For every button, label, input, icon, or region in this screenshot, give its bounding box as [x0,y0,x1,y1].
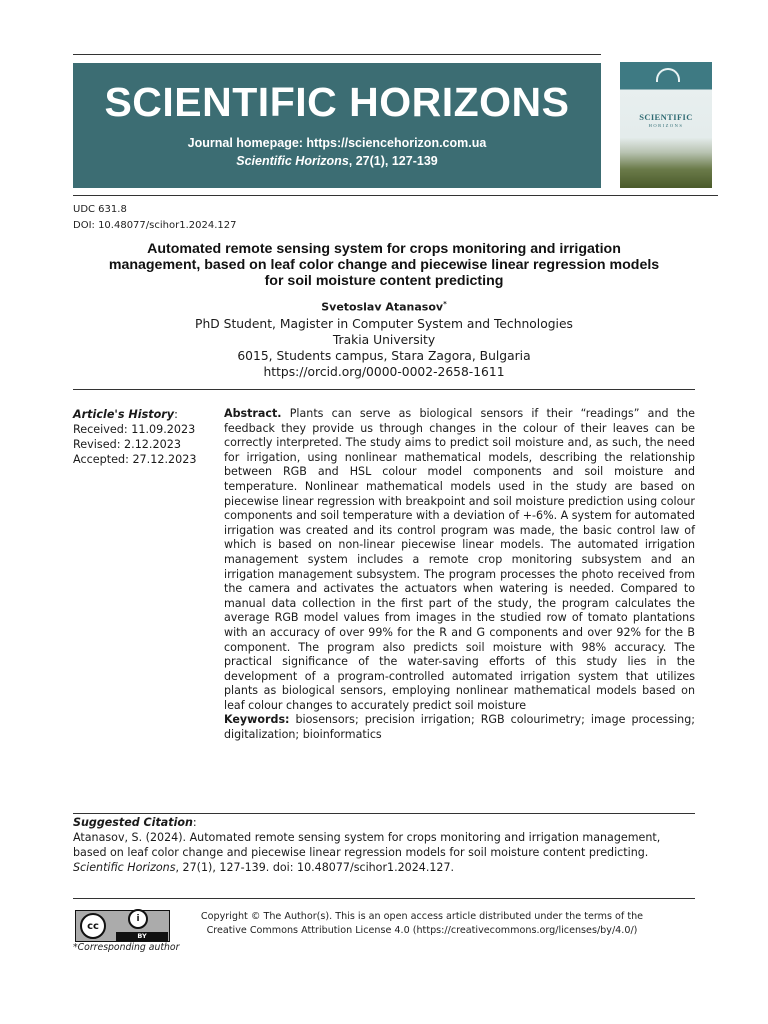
by-label: BY [116,932,168,941]
author-orcid-link[interactable]: https://orcid.org/0000-0002-2658-1611 [263,364,505,379]
journal-title-italic: Scientific Horizons [236,154,349,168]
journal-homepage-link[interactable]: Journal homepage: https://sciencehorizon.com.ua [187,136,487,150]
history-colon: : [174,408,178,421]
by-person-icon: i [128,909,148,929]
corresponding-mark: * [443,300,447,308]
abstract [224,407,695,713]
author-name [150,296,618,316]
article-title-line: for soil moisture content predicting [264,273,504,289]
citation-text-before: Atanasov, S. (2024). Automated remote sensing system for crops monitoring and irrigation management, based on leaf color change and piecewise linear regression models for soil moisture content predicting. [73,831,661,859]
citation-label: Suggested Citation [73,816,193,829]
cc-icon: cc [80,913,106,939]
article-title-line: Automated remote sensing system for crops monitoring and irrigation [147,241,621,257]
cover-subtitle: HORIZONS [648,123,684,128]
abstract-label: Abstract. [224,407,282,420]
article-history [73,407,213,467]
keywords-label: Keywords: [224,713,290,726]
keywords [224,713,695,742]
cover-title: SCIENTIFIC [639,112,693,122]
author-block [150,296,618,380]
udc-number: UDC 631.8 [73,204,127,215]
accepted-date: Accepted: 27.12.2023 [73,453,197,466]
article-title-line: management, based on leaf color change and piecewise linear regression models [108,257,660,273]
journal-name: SCIENTIFIC HORIZONS [104,79,570,125]
citation-rule [73,813,695,814]
received-date: Received: 11.09.2023 [73,423,196,436]
history-heading [73,407,213,422]
author-university: Trakia University [332,332,436,347]
author-position: PhD Student, Magister in Computer System and Technologies [195,316,573,331]
copyright-license-link[interactable]: Creative Commons Attribution License 4.0 (https://creativecommons.org/licenses/by/4.0/) [206,925,638,936]
history-label: Article's History [73,408,175,421]
citation-colon: : [192,816,197,829]
copyright-line: Copyright © The Author(s). This is an open access article distributed under the terms of the [200,911,644,922]
author-name-text: Svetoslav Atanasov [321,300,444,314]
journal-issue-info [73,154,601,168]
abstract-text: Plants can serve as biological sensors if their “readings” and the feedback they provide us through changes in the colour of their leaves can be correctly interpreted. The study aims to predict soil moisture and, as such, the need for irrigation, using nonlinear mathematical models, describing the relationship between RGB and HSL colour model components and soil moisture and temperature. Nonlinear mathematical models used in the study are based on piecewise linear regression with breakpoint and soil moisture prediction using colour components and soil temperature with a deviation of +-6%. A system for automated irrigation was created and its control program was made, the basic control law of which is based on non-linear piecewise linear models. The automated irrigation management system includes a remote crop monitoring subsystem and an irrigation management subsystem. The program processes the photo received from the camera and activates the actuators when watering is needed. Compared to manual data collection in the first part of the study, the program calculates the average RGB model values from images in the studied row of tomato plantations with an accuracy of over 99% for the R and G components and over 92% for the B component. The program also predicts soil moisture with 98% accuracy. The practical significance of the water-saving efforts of this study lies in the development of a program-controlled automated irrigation system that utilizes plants as biological sensors, employing nonlinear mathematical models based on leaf colour changes to accurately predict soil moisture [224,407,695,712]
citation-heading [73,815,695,830]
journal-issue-numbers: , 27(1), 127-139 [348,154,438,168]
doi[interactable]: DOI: 10.48077/scihor1.2024.127 [73,220,237,231]
keywords-text: biosensors; precision irrigation; RGB colourimetry; image processing; digitalization; bioinformatics [224,713,695,741]
license-rule [73,898,695,899]
cc-by-license-badge[interactable] [75,910,170,942]
citation-text-after: , 27(1), 127-139. doi: 10.48077/scihor1.2024.127. [175,861,455,874]
journal-banner [73,63,601,188]
revised-date: Revised: 2.12.2023 [73,438,181,451]
corresponding-author-note: *Corresponding author [73,942,180,953]
top-rule [73,54,601,55]
suggested-citation [73,815,695,875]
journal-cover-image [620,62,712,188]
citation-journal: Scientific Horizons [73,861,176,874]
cover-logo-icon [656,68,680,82]
banner-bottom-rule [73,195,718,196]
article-title [78,241,690,289]
section-rule [73,389,695,390]
copyright-notice [187,910,657,938]
author-address: 6015, Students campus, Stara Zagora, Bulgaria [237,348,531,363]
citation-text [73,830,695,875]
